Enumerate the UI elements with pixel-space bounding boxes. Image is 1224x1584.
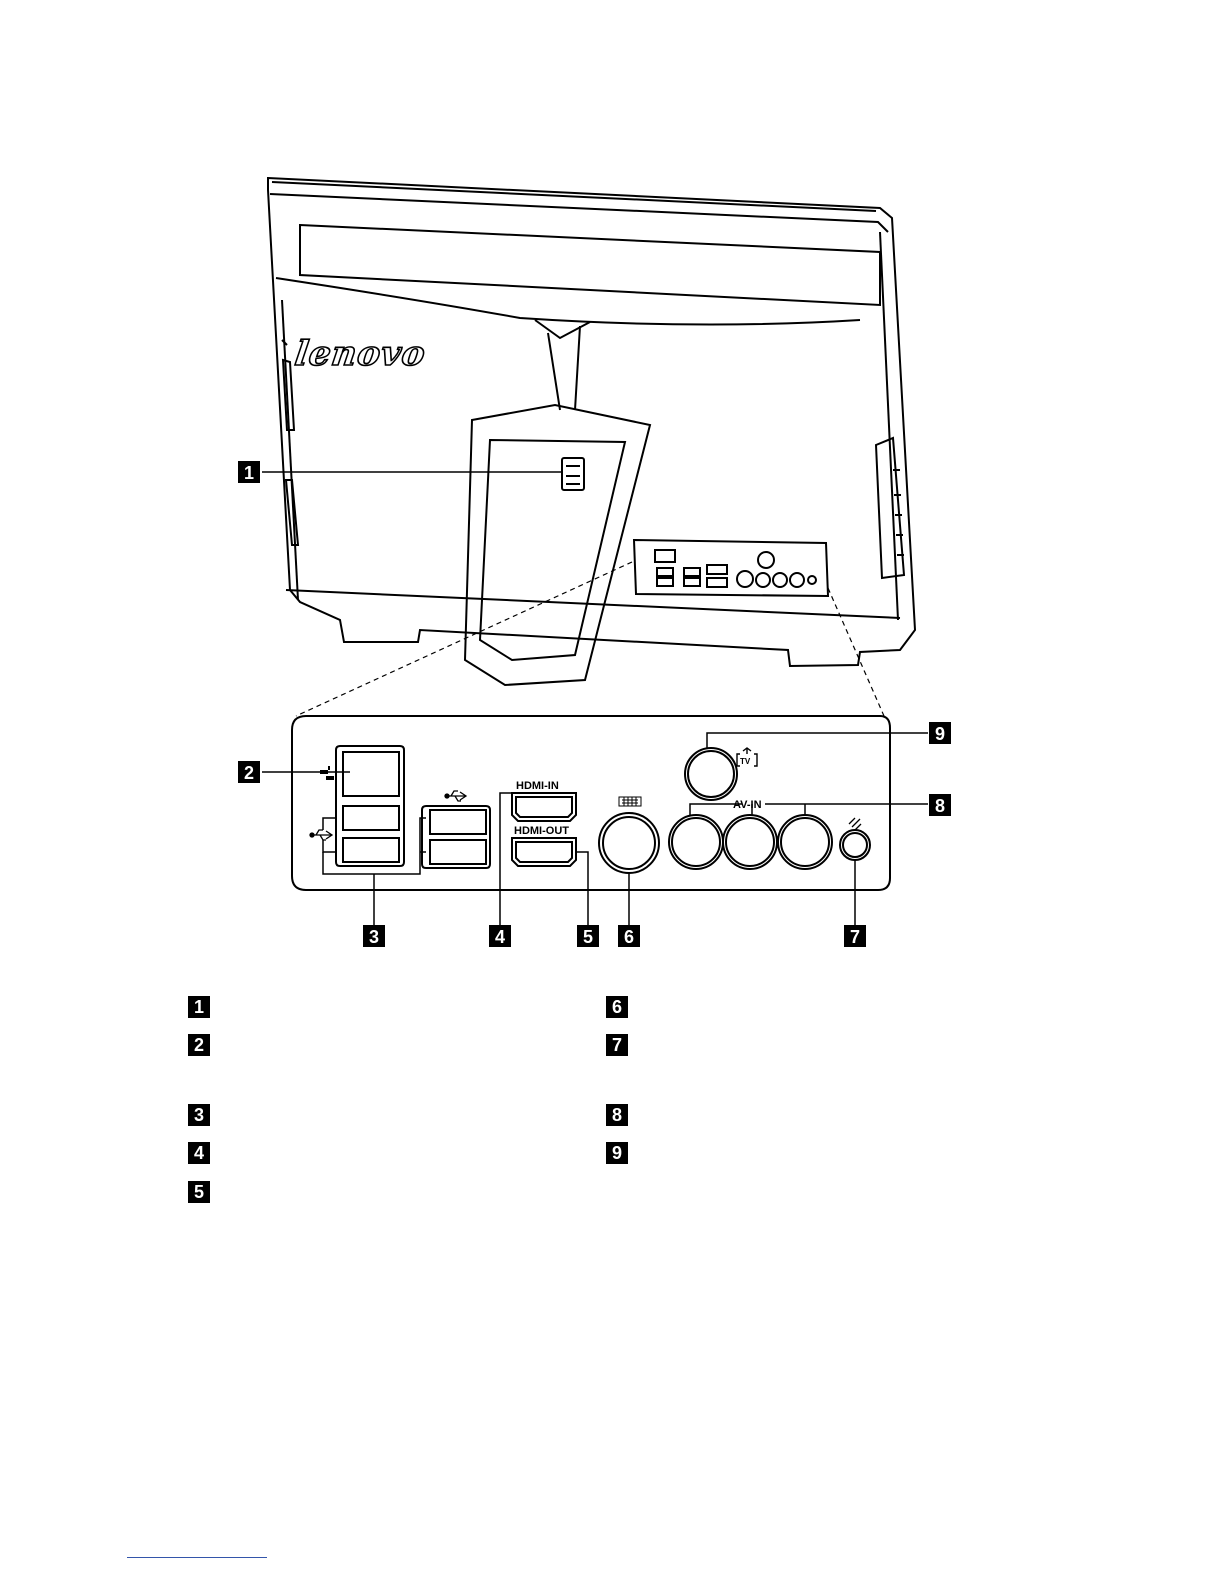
usb-icon xyxy=(310,830,332,840)
legend-badge-7: 7 xyxy=(606,1034,628,1056)
ethernet-icon xyxy=(320,766,334,780)
svg-text:3: 3 xyxy=(368,927,380,947)
infrared-icon xyxy=(849,818,861,830)
lenovo-logo: lenovo xyxy=(292,334,429,374)
legend-badge-1: 1 xyxy=(188,996,210,1018)
callout-4 xyxy=(489,925,511,947)
svg-text:6: 6 xyxy=(623,927,635,947)
svg-text:1: 1 xyxy=(243,463,255,483)
hdmi-out-label: HDMI-OUT xyxy=(514,825,569,837)
tv-tuner-icon xyxy=(737,748,757,766)
hdmi-in-label: HDMI-IN xyxy=(516,780,559,792)
legend-badge-3: 3 xyxy=(188,1104,210,1126)
callout-8 xyxy=(929,794,951,816)
svg-text:8: 8 xyxy=(934,796,946,816)
stand xyxy=(465,405,650,685)
legend-badge-4: 4 xyxy=(188,1142,210,1164)
footer-link-underline[interactable] xyxy=(127,1557,267,1558)
callout-1 xyxy=(238,461,260,483)
callout-5 xyxy=(577,925,599,947)
svg-text:7: 7 xyxy=(849,927,861,947)
callout-3 xyxy=(363,925,385,947)
monitor-rear-body xyxy=(268,178,915,666)
svg-text:TV: TV xyxy=(740,757,751,766)
svg-text:9: 9 xyxy=(934,724,946,744)
io-panel-enlarged xyxy=(292,716,890,890)
callout-7 xyxy=(844,925,866,947)
power-connector xyxy=(562,458,584,490)
legend-badge-5: 5 xyxy=(188,1181,210,1203)
callout-9 xyxy=(929,722,951,744)
av-in-label: AV-IN xyxy=(733,799,762,811)
svg-text:4: 4 xyxy=(494,927,506,947)
callout-6 xyxy=(618,925,640,947)
callout-2 xyxy=(238,761,260,783)
keyboard-icon xyxy=(619,797,641,806)
usb-icon xyxy=(445,791,466,801)
legend-badge-9: 9 xyxy=(606,1142,628,1164)
legend-badge-6: 6 xyxy=(606,996,628,1018)
svg-text:2: 2 xyxy=(243,763,255,783)
legend-badge-8: 8 xyxy=(606,1104,628,1126)
legend-badge-2: 2 xyxy=(188,1034,210,1056)
svg-text:5: 5 xyxy=(582,927,594,947)
rear-io-panel-small xyxy=(634,540,828,596)
